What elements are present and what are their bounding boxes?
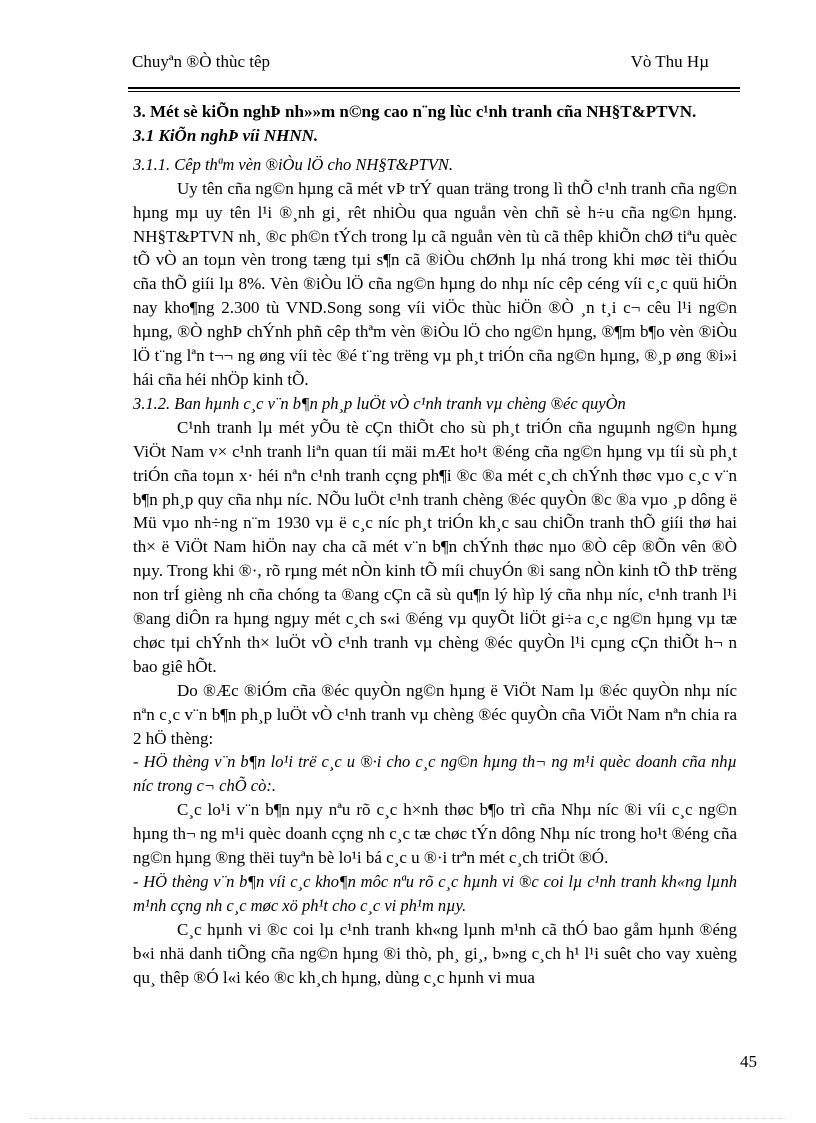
paragraph-1: Uy tên cña ng©n hµng cã mét vÞ trÝ quan träng trong lì thÕ c¹nh tranh cña ng©n hµng mµ uy tên l¹i ®¸nh gi¸ rêt nhiÒu qua nguån vèn chñ sè h÷u cña ng©n hµng. NH§T&PTVN nh¸ ®c ph©n tÝch trong lµ cã nguån vèn tù cã thêp khiÕn chØ tiªu quèc tÕ vÒ an toµn vèn trong tæng tµi s¶n cã ®iÒu chØnh lµ nhá trong khi møc tèi thiÓu cña thÕ giíi lµ 8%. Vèn ®iÒu lÖ cña ng©n hµng do nhµ níc cêp céng víi c¸c quü hiÖn nay kho¶ng 2.300 tù VND.Song song víi viÖc thùc hiÖn ®Ò ¸n t¸i c¬ cêu l¹i ng©n hµng, ®Ò nghÞ chÝnh phñ cêp thªm vèn ®iÒu lÖ cho ng©n hµng, ®¶m b¶o vèn ®iÒu lÖ t¨ng lªn t¬¬ ng øng víi tèc ®é t¨ng trëng vµ ph¸t triÓn cña ng©n hµng, ®¸p øng ®i»i hái cña héi nhÖp kinh tÕ. <box>133 178 737 389</box>
header-right-text: Vò Thu Hµ <box>630 52 709 71</box>
bullet-1: - HÖ thèng v¨n b¶n lo¹i trë c¸c u ®·i cho c¸c ng©n hµng th¬ ng m¹i quèc doanh cña nhµ níc trong c¬ chÕ cò:. <box>133 752 737 796</box>
section-title: 3. Mét sè kiÕn nghÞ nh»»m n©ng cao n¨ng lùc c¹nh tranh cña NH§T&PTVN. <box>133 102 697 121</box>
subsection-title: 3.1 KiÕn nghÞ víi NHNN. <box>133 125 319 145</box>
paragraph-2: C¹nh tranh lµ mét yÕu tè cÇn thiÕt cho sù ph¸t triÓn cña nguµnh ng©n hµng ViÖt Nam v× c¹nh tranh liªn quan tíi mäi mÆt ho¹t ®éng cña ng©n hµng vµ tíi sù ph¸t triÓn cña toµn x· héi nªn c¹nh tranh cçng ph¶i ®c ®a mét c¸ch chÝnh thøc vµo c¸c v¨n b¶n ph¸p quy cña nhµ níc. NÕu luÖt c¹nh tranh chèng ®éc quyÒn ®c ®a vµo ¸p dông ë Mü vµo nh÷ng n¨m 1930 vµ ë c¸c níc ph¸t triÓn kh¸c sau chiÕn tranh thÕ giíi thø hai th× ë ViÖt Nam hiÖn nay cha cã mét v¨n b¶n chÝnh thøc nµo ®Ò cêp ®Õn vên ®Ò nµy. Trong khi ®·, rõ rµng mét nÒn kinh tÕ míi chuyÓn ®i sang nÒn kinh tÕ thÞ trëng non trÍ gièng nh cña chóng ta ®ang cÇn cã sù qu¶n lý hìp lý cña nhµ níc, c¹nh tranh l¹i ®ang diÔn ra hµng ngµy mét c¸ch s«i ®éng vµ quyÕt liÖt gi÷a c¸c ng©n hµng vµ tæ chøc tµi chÝnh th× luÖt vÒ c¹nh tranh vµ chèng ®éc quyÒn l¹i cµng cÇn thiÕt h¬ n bao giê hÕt. <box>133 417 737 676</box>
header-rule-thin <box>128 91 740 92</box>
paragraph-3: Do ®Æc ®iÓm cña ®éc quyÒn ng©n hµng ë ViÖt Nam lµ ®éc quyÒn nhµ níc nªn c¸c v¨n b¶n ph¸p luÖt vÒ c¹nh tranh vµ chèng ®éc quyÒn cña ViÖt Nam nªn chia ra 2 hÖ thèng: <box>133 680 737 748</box>
heading-3-1-1: 3.1.1. Cêp thªm vèn ®iÒu lÖ cho NH§T&PTVN. <box>133 154 454 174</box>
document-body <box>133 100 737 990</box>
page-bottom-edge <box>30 1118 786 1119</box>
heading-3-1-2: 3.1.2. Ban hµnh c¸c v¨n b¶n ph¸p luÖt vÒ c¹nh tranh vµ chèng ®éc quyÒn <box>133 393 626 413</box>
page-header <box>132 52 737 80</box>
page-number: 45 <box>740 1052 757 1071</box>
header-left-text: Chuyªn ®Ò thùc têp <box>132 52 271 71</box>
paragraph-4: C¸c lo¹i v¨n b¶n nµy nªu rõ c¸c h×nh thøc b¶o trì cña Nhµ níc ®i víi c¸c ng©n hµng th¬ ng m¹i quèc doanh cçng nh c¸c tæ chøc tÝn dông Nhµ níc trong ho¹t ®éng cña ng©n hµng ®ng thëi tuyªn bè lo¹i bá c¸c u ®·i trªn mét c¸ch triÖt ®Ó. <box>133 800 737 868</box>
bullet-2: - HÖ thèng v¨n b¶n víi c¸c kho¶n môc nªu rõ c¸c hµnh vi ®c coi lµ c¹nh tranh kh«ng lµnh m¹nh cçng nh c¸c møc xö ph¹t cho c¸c vi ph¹m nµy. <box>133 872 737 915</box>
paragraph-5: C¸c hµnh vi ®c coi lµ c¹nh tranh kh«ng lµnh m¹nh cã thÓ bao gåm hµnh ®éng b«i nhä danh tiÕng cña ng©n hµng ®i thò, ph¸ gi¸, b»ng c¸ch h¹ l¹i suêt cho vay xuèng qu¸ thêp ®Ó l«i kéo ®c kh¸ch hµng, dùng c¸c hµnh vi mua <box>133 919 737 987</box>
header-rule-thick <box>128 87 740 89</box>
